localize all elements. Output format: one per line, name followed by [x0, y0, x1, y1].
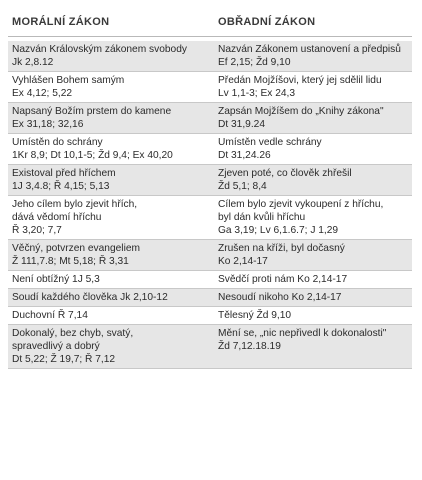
table-row	[8, 325, 412, 369]
cell-line: Ga 3,19; Lv 6,1.6.7; J 1,29	[218, 225, 339, 236]
moral-law-cell	[8, 240, 214, 270]
ceremonial-law-cell	[214, 325, 412, 368]
ceremonial-law-cell	[214, 41, 412, 71]
cell-line: Lv 1,1-3; Ex 24,3	[218, 88, 296, 99]
cell-line: byl dán kvůli hříchu	[218, 212, 306, 223]
ceremonial-law-cell	[214, 134, 412, 164]
cell-line: Žd 5,1; 8,4	[218, 181, 267, 192]
moral-law-cell	[8, 271, 214, 288]
cell-line: 1Kr 8,9; Dt 10,1-5; Žd 9,4; Ex 40,20	[12, 150, 173, 161]
table-header	[8, 8, 412, 37]
moral-law-cell	[8, 134, 214, 164]
cell-line: Dokonalý, bez chyb, svatý,	[12, 328, 134, 339]
table-body	[8, 41, 412, 369]
cell-line: Nazván Zákonem ustanovení a předpisů	[218, 44, 401, 55]
ceremonial-law-cell	[214, 165, 412, 195]
cell-line: Ž 111,7.8; Mt 5,18; Ř 3,31	[12, 256, 129, 267]
cell-line: Předán Mojžíšovi, který jej sdělil lidu	[218, 75, 382, 86]
moral-law-cell	[8, 325, 214, 368]
cell-line: Jeho cílem bylo zjevit hřích,	[12, 199, 138, 210]
cell-line: Ex 31,18; 32,16	[12, 119, 84, 130]
cell-line: spravedlivý a dobrý	[12, 341, 100, 352]
cell-line: Ex 4,12; 5,22	[12, 88, 73, 99]
cell-line: Zapsán Mojžíšem do „Knihy zákona"	[218, 106, 384, 117]
cell-line: Jk 2,8.12	[12, 57, 54, 68]
cell-line: 1J 3,4.8; Ř 4,15; 5,13	[12, 181, 110, 192]
header-moral-law: MORÁLNÍ ZÁKON	[12, 16, 110, 28]
cell-line: Umístěn do schrány	[12, 137, 103, 148]
cell-line: Vyhlášen Bohem samým	[12, 75, 125, 86]
cell-line: Soudí každého člověka Jk 2,10-12	[12, 292, 168, 303]
cell-line: Žd 7,12.18.19	[218, 341, 281, 352]
cell-line: Ko 2,14-17	[218, 256, 268, 267]
moral-law-cell	[8, 103, 214, 133]
table-row	[8, 134, 412, 165]
table-row	[8, 41, 412, 72]
table-row	[8, 289, 412, 307]
table-row	[8, 271, 412, 289]
cell-line: Existoval před hříchem	[12, 168, 116, 179]
cell-line: Svědčí proti nám Ko 2,14-17	[218, 274, 348, 285]
ceremonial-law-cell	[214, 72, 412, 102]
table-row	[8, 103, 412, 134]
cell-line: Nazván Královským zákonem svobody	[12, 44, 187, 55]
cell-line: Tělesný Žd 9,10	[218, 310, 292, 321]
ceremonial-law-cell	[214, 289, 412, 306]
header-ceremonial-law: OBŘADNÍ ZÁKON	[218, 16, 316, 28]
table-row	[8, 196, 412, 240]
moral-law-cell	[8, 41, 214, 71]
cell-line: dává vědomí hříchu	[12, 212, 102, 223]
ceremonial-law-cell	[214, 196, 412, 239]
cell-line: Není obtížný 1J 5,3	[12, 274, 100, 285]
cell-line: Ř 3,20; 7,7	[12, 225, 62, 236]
cell-line: Napsaný Božím prstem do kamene	[12, 106, 172, 117]
ceremonial-law-cell	[214, 103, 412, 133]
cell-line: Ef 2,15; Žd 9,10	[218, 57, 291, 68]
ceremonial-law-cell	[214, 271, 412, 288]
table-row	[8, 307, 412, 325]
cell-line: Duchovní Ř 7,14	[12, 310, 88, 321]
table-row	[8, 165, 412, 196]
ceremonial-law-cell	[214, 307, 412, 324]
ceremonial-law-cell	[214, 240, 412, 270]
table-row	[8, 240, 412, 271]
cell-line: Zjeven poté, co člověk zhřešil	[218, 168, 352, 179]
cell-line: Umístěn vedle schrány	[218, 137, 322, 148]
cell-line: Zrušen na kříži, byl dočasný	[218, 243, 345, 254]
cell-line: Cílem bylo zjevit vykoupení z hříchu,	[218, 199, 384, 210]
moral-law-cell	[8, 289, 214, 306]
moral-law-cell	[8, 72, 214, 102]
cell-line: Nesoudí nikoho Ko 2,14-17	[218, 292, 342, 303]
moral-law-cell	[8, 307, 214, 324]
cell-line: Dt 31,24.26	[218, 150, 271, 161]
cell-line: Dt 31,9.24	[218, 119, 266, 130]
moral-law-cell	[8, 196, 214, 239]
cell-line: Dt 5,22; Ž 19,7; Ř 7,12	[12, 354, 116, 365]
table-row	[8, 72, 412, 103]
cell-line: Věčný, potvrzen evangeliem	[12, 243, 140, 254]
moral-law-cell	[8, 165, 214, 195]
cell-line: Mění se, „nic nepřivedl k dokonalosti"	[218, 328, 387, 339]
